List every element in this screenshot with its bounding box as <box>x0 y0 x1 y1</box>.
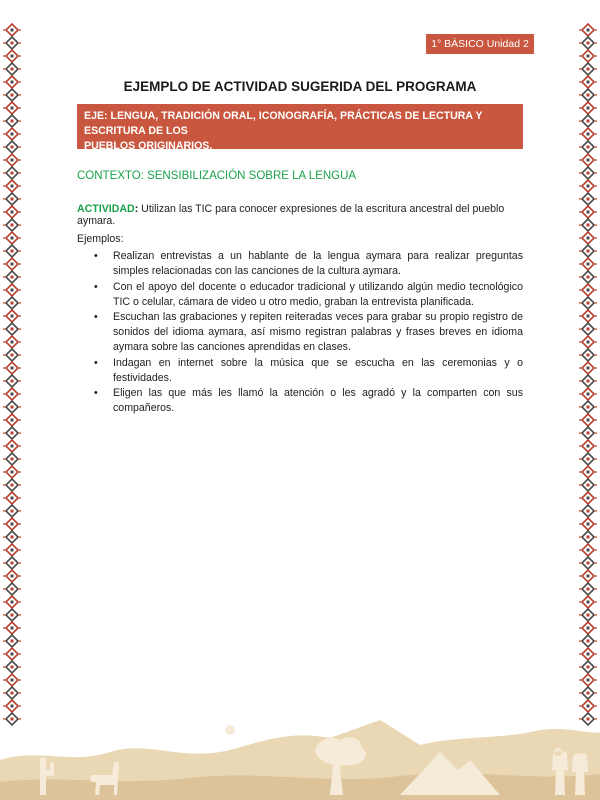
border-motif <box>3 414 21 426</box>
border-motif <box>3 570 21 582</box>
bullet-icon: • <box>94 311 98 323</box>
border-motif <box>579 167 597 179</box>
border-motif <box>579 24 597 36</box>
eje-line-1: EJE: LENGUA, TRADICIÓN ORAL, ICONOGRAFÍA, PRÁCTICAS DE LECTURA Y ESCRITURA DE LOS <box>84 110 483 137</box>
border-motif <box>3 557 21 569</box>
border-motif <box>3 479 21 491</box>
border-motif <box>579 453 597 465</box>
border-motif <box>3 349 21 361</box>
border-motif <box>579 154 597 166</box>
border-motif <box>579 284 597 296</box>
border-motif <box>3 674 21 686</box>
list-item <box>94 249 523 279</box>
border-motif <box>579 245 597 257</box>
border-motif <box>579 518 597 530</box>
border-motif <box>3 609 21 621</box>
border-motif <box>579 336 597 348</box>
border-motif <box>3 466 21 478</box>
border-motif <box>3 635 21 647</box>
border-motif <box>579 50 597 62</box>
border-motif <box>579 609 597 621</box>
decorative-border-left <box>1 22 23 730</box>
border-motif <box>579 440 597 452</box>
border-motif <box>579 635 597 647</box>
border-motif <box>3 661 21 673</box>
border-motif <box>3 141 21 153</box>
border-motif <box>579 271 597 283</box>
list-item-text: Indagan en internet sobre la música que se escucha en las ceremonias y o festividades. <box>113 356 523 384</box>
border-motif <box>579 648 597 660</box>
list-item <box>94 386 523 416</box>
border-motif <box>579 427 597 439</box>
border-motif <box>579 492 597 504</box>
landscape-illustration <box>0 690 600 800</box>
border-motif <box>579 349 597 361</box>
border-motif <box>3 505 21 517</box>
contexto-heading: CONTEXTO: SENSIBILIZACIÓN SOBRE LA LENGUA <box>77 170 357 182</box>
border-motif <box>579 193 597 205</box>
border-motif <box>3 297 21 309</box>
border-motif <box>579 531 597 543</box>
border-motif <box>3 518 21 530</box>
border-motif <box>3 310 21 322</box>
border-motif <box>3 544 21 556</box>
border-motif <box>3 401 21 413</box>
sun-icon <box>225 725 235 735</box>
ejemplos-list <box>94 249 523 417</box>
border-motif <box>3 336 21 348</box>
border-motif <box>3 388 21 400</box>
border-motif <box>579 180 597 192</box>
border-motif <box>3 284 21 296</box>
border-motif <box>579 128 597 140</box>
border-motif <box>579 414 597 426</box>
list-item <box>94 280 523 310</box>
list-item-text: Escuchan las grabaciones y repiten reiteradas veces para grabar su propio registro de sonidos del idioma aymara, así mismo registran palabras y frases breves en idioma aymara sobre las canciones aprendidas en clases. <box>113 311 523 353</box>
border-motif <box>579 388 597 400</box>
decorative-border-right <box>577 22 599 730</box>
border-motif <box>3 102 21 114</box>
border-motif <box>3 271 21 283</box>
bullet-icon: • <box>94 356 98 369</box>
ejemplos-label: Ejemplos: <box>77 233 124 245</box>
border-motif <box>579 63 597 75</box>
border-motif <box>579 557 597 569</box>
border-motif <box>3 232 21 244</box>
border-motif <box>579 37 597 49</box>
list-item <box>94 356 523 386</box>
actividad-colon: : <box>134 203 139 215</box>
border-motif <box>579 570 597 582</box>
border-motif <box>579 479 597 491</box>
border-motif <box>3 427 21 439</box>
border-motif <box>3 596 21 608</box>
border-motif <box>579 141 597 153</box>
list-item <box>94 310 523 355</box>
border-motif <box>579 323 597 335</box>
actividad-text: Utilizan las TIC para conocer expresiones de la escritura ancestral del pueblo aymara. <box>77 203 505 227</box>
border-motif <box>579 622 597 634</box>
border-motif <box>579 661 597 673</box>
border-motif <box>579 596 597 608</box>
border-motif <box>579 219 597 231</box>
actividad-paragraph <box>77 203 527 227</box>
border-motif <box>3 440 21 452</box>
border-motif <box>579 310 597 322</box>
border-motif <box>3 167 21 179</box>
bullet-icon: • <box>94 250 98 262</box>
list-item-text: Con el apoyo del docente o educador tradicional y utilizando algún medio tecnológico TIC o celular, cámara de video u otro medio, graban la entrevista planificada. <box>113 280 523 308</box>
border-motif <box>579 115 597 127</box>
border-motif <box>3 245 21 257</box>
border-motif <box>579 362 597 374</box>
border-motif <box>3 583 21 595</box>
border-motif <box>3 258 21 270</box>
border-motif <box>3 24 21 36</box>
border-motif <box>3 206 21 218</box>
border-motif <box>579 232 597 244</box>
border-motif <box>579 89 597 101</box>
bullet-icon: • <box>94 387 98 399</box>
page-title: EJEMPLO DE ACTIVIDAD SUGERIDA DEL PROGRAMA <box>123 79 477 94</box>
border-motif <box>3 492 21 504</box>
bullet-icon: • <box>94 280 98 293</box>
border-motif <box>3 115 21 127</box>
border-motif <box>3 622 21 634</box>
border-motif <box>3 648 21 660</box>
border-motif <box>3 323 21 335</box>
actividad-label: ACTIVIDAD <box>77 203 135 215</box>
border-motif <box>579 102 597 114</box>
eje-banner <box>77 104 523 152</box>
border-motif <box>579 583 597 595</box>
border-motif <box>579 375 597 387</box>
border-motif <box>579 674 597 686</box>
border-motif <box>579 401 597 413</box>
border-motif <box>3 63 21 75</box>
border-motif <box>3 128 21 140</box>
border-motif <box>579 466 597 478</box>
border-motif <box>3 193 21 205</box>
border-motif <box>3 76 21 88</box>
list-item-text: Eligen las que más les llamó la atención o les agradó y la comparten con sus compañeros. <box>113 387 523 414</box>
border-motif <box>579 505 597 517</box>
eje-line-2: PUEBLOS ORIGINARIOS. <box>84 140 213 152</box>
border-motif <box>3 453 21 465</box>
border-motif <box>579 258 597 270</box>
border-motif <box>3 219 21 231</box>
border-motif <box>3 89 21 101</box>
border-motif <box>3 375 21 387</box>
border-motif <box>579 544 597 556</box>
unit-badge: 1° BÁSICO Unidad 2 <box>426 34 534 54</box>
border-motif <box>579 297 597 309</box>
list-item-text: Realizan entrevistas a un hablante de la lengua aymara para realizar preguntas simples relacionadas con las canciones de la cultura aymara. <box>113 250 523 277</box>
border-motif <box>3 362 21 374</box>
border-motif <box>3 50 21 62</box>
border-motif <box>3 180 21 192</box>
border-motif <box>3 37 21 49</box>
border-motif <box>3 531 21 543</box>
border-motif <box>3 154 21 166</box>
border-motif <box>579 206 597 218</box>
border-motif <box>579 76 597 88</box>
